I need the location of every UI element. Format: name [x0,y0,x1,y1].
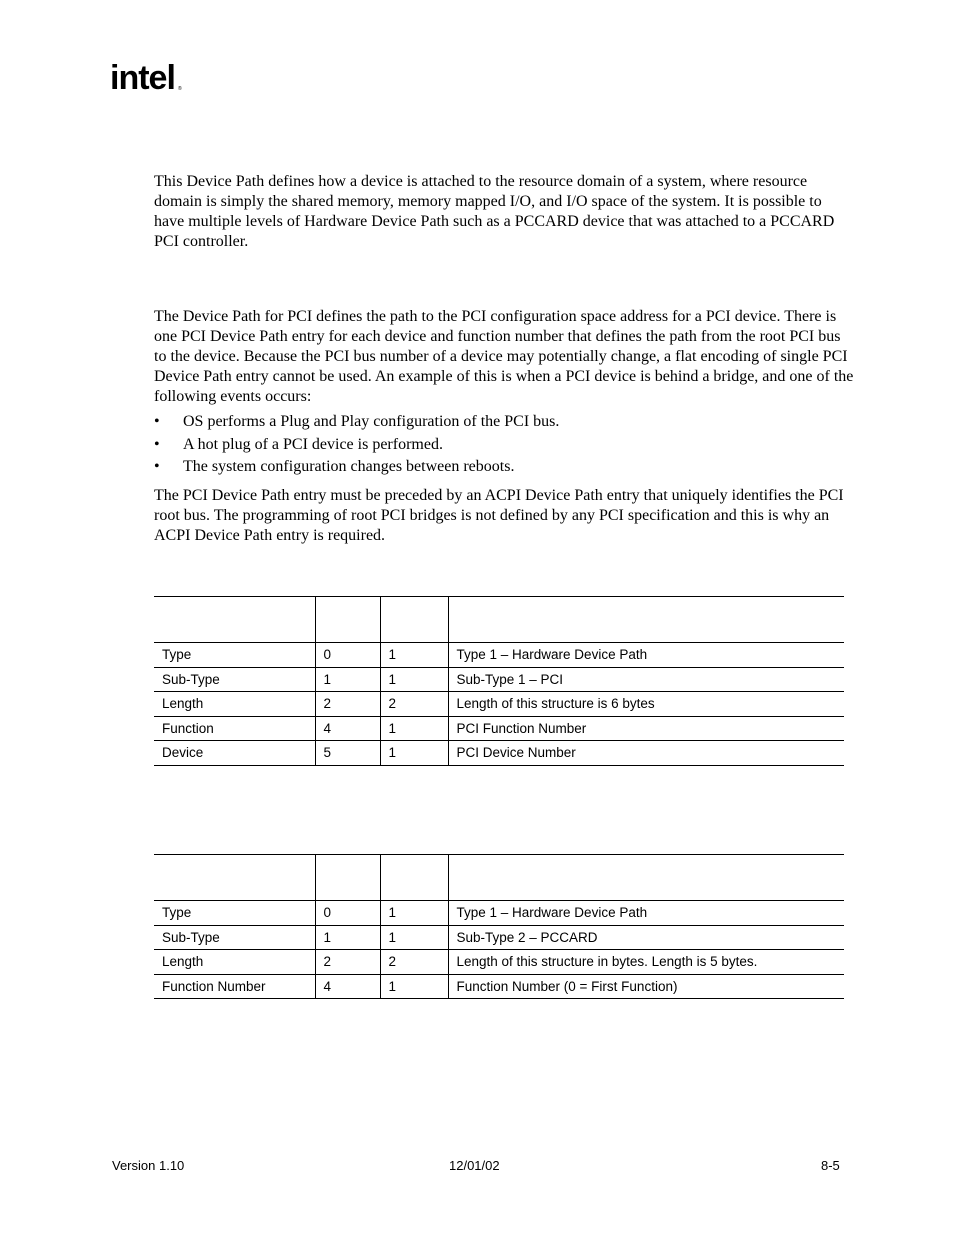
length-cell: 2 [380,950,448,975]
offset-cell: 0 [315,643,380,668]
pccard-device-path-table [154,854,844,999]
mnemonic-cell: Function Number [154,974,315,999]
mnemonic-cell: Device [154,741,315,766]
description-cell: Type 1 – Hardware Device Path [448,643,844,668]
table-row [154,741,844,766]
description-cell: Function Number (0 = First Function) [448,974,844,999]
mnemonic-cell: Type [154,901,315,926]
description-cell: PCI Function Number [448,716,844,741]
list-item: • OS performs a Plug and Play configuration of the PCI bus. [154,413,560,430]
logo-wordmark: intel [110,59,175,97]
offset-cell: 1 [315,667,380,692]
mnemonic-cell: Sub-Type [154,667,315,692]
mnemonic-cell: Length [154,950,315,975]
description-cell: Type 1 – Hardware Device Path [448,901,844,926]
table-row [154,716,844,741]
bullet-icon: • [154,413,160,430]
mnemonic-cell: Sub-Type [154,925,315,950]
mnemonic-cell: Function [154,716,315,741]
mnemonic-cell: Length [154,692,315,717]
footer-version: Version 1.10 [112,1158,185,1173]
list-item: • A hot plug of a PCI device is performed. [154,435,443,453]
length-cell: 2 [380,692,448,717]
pci-paragraph: The Device Path for PCI defines the path to the PCI configuration space address for a PCI device. There is one PCI Device Path entry for each device and function number that defines the path from the root PCI bus to the device. Because the PCI bus number of a device may potentially change, a flat encoding of single PCI Device Path entry cannot be used. An example of this is when a PCI device is behind a bridge, and one of the following events occurs: [154,308,854,405]
registered-mark: ® [178,86,182,92]
bullet-icon: • [154,435,160,453]
length-cell: 1 [380,741,448,766]
table-row [154,692,844,717]
length-cell: 1 [380,643,448,668]
table-header-row [154,597,844,643]
description-cell: Sub-Type 1 – PCI [448,667,844,692]
table-row [154,925,844,950]
offset-cell: 4 [315,716,380,741]
offset-cell: 2 [315,692,380,717]
description-cell: Length of this structure in bytes. Length is 5 bytes. [448,950,844,975]
length-cell: 1 [380,925,448,950]
pci-root-paragraph: The PCI Device Path entry must be preceded by an ACPI Device Path entry that uniquely identifies the PCI root bus. The programming of root PCI bridges is not defined by any PCI specification and this is why an ACPI Device Path entry is required. [154,487,844,544]
description-cell: Length of this structure is 6 bytes [448,692,844,717]
table-row [154,667,844,692]
table-row [154,901,844,926]
bullet-icon: • [154,458,160,475]
offset-cell: 5 [315,741,380,766]
offset-cell: 0 [315,901,380,926]
length-cell: 1 [380,974,448,999]
offset-cell: 2 [315,950,380,975]
intel-logo [110,58,190,104]
table-row [154,643,844,668]
intro-paragraph: This Device Path defines how a device is attached to the resource domain of a system, where resource domain is simply the shared memory, memory mapped I/O, and I/O space of the system. It is possible to have multiple levels of Hardware Device Path such as a PCCARD device that was attached to a PCCARD PCI controller. [154,173,835,250]
offset-cell: 4 [315,974,380,999]
length-cell: 1 [380,901,448,926]
pci-device-path-table [154,596,844,766]
list-item: • The system configuration changes between reboots. [154,458,515,475]
mnemonic-cell: Type [154,643,315,668]
footer-page-number: 8-5 [821,1158,840,1173]
offset-cell: 1 [315,925,380,950]
length-cell: 1 [380,716,448,741]
table-row [154,950,844,975]
description-cell: PCI Device Number [448,741,844,766]
footer-date: 12/01/02 [449,1158,500,1173]
table-row [154,974,844,999]
table-header-row [154,855,844,901]
length-cell: 1 [380,667,448,692]
events-list [154,412,854,480]
description-cell: Sub-Type 2 – PCCARD [448,925,844,950]
